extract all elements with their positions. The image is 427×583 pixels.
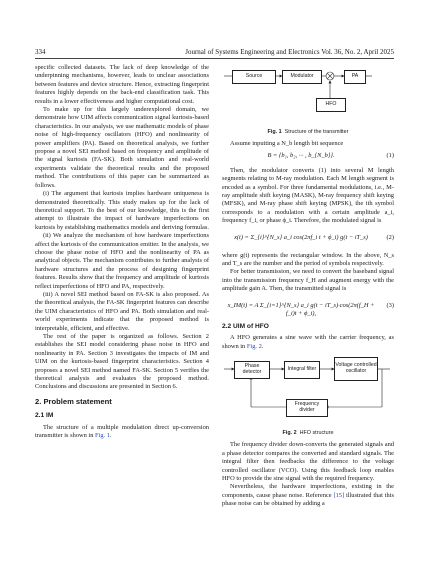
paragraph-end: . [109,432,112,440]
figure-link[interactable]: Fig. 1 [95,432,110,440]
contribution-2: (ii) We analyze the mechanism of how hardware imperfections affect the kurtosis of the communication emitter. In the analysis, we choose the phase noise of HFO and the nonlinearity of PA as analytical objects. The mechanism contributes to further analysis of hardware structures and the process of designing fingerprint features. Results show that the frequency and amplitude of kurtosis reflect imperfections of HFO and PA, respectively. [35,232,209,290]
paragraph: specific collected datasets. The lack of deep knowledge of the underpinning mechanisms, however, leads to unclear associations between features and device structure. Hence, extracting fingerprint features highly depends on the back-end classification task. This results in a lower effectiveness and higher computational cost. [35,64,209,105]
caption-text: HFO structure [299,429,334,436]
source-block: Source [232,70,276,84]
caption-label: Fig. 2 [282,429,297,436]
figure-link[interactable]: Fig. 2 [246,342,262,350]
subsection-heading: 2.2 UIM of HFO [222,322,269,330]
equation-1 [222,152,394,164]
equation-3 [222,297,394,317]
header-rule [35,58,394,59]
right-column [222,64,394,509]
paragraph [222,483,394,508]
paragraph: For better transmission, we need to convert the baseband signal into the transmission frequency f_H and augment energy with the amplitude gain A. Then, the transmitted signal is [222,268,394,293]
paragraph-text: Nevertheless, the hardware imperfections, existing in the components, cause phase noise. Reference [222,483,394,499]
page-number: 334 [35,48,46,56]
hfo-block: HFO [316,98,346,112]
integral-filter-block: Integral filter [284,361,320,379]
paragraph: Assume inputting a N_b length bit sequence [230,140,344,148]
paragraph-text: The structure of a multiple modulation direct up-conversion transmitter is shown in [35,423,209,440]
equation-body: x(t) = Σ_{i}^{N_s} a_i cos(2πf_i t + ϕ_i) g(t − iT_s) [234,233,368,241]
equation-body: B = {b₁, b₂, ··· , b_{N_b}}. [267,151,335,159]
phase-detector-block: Phase detector [234,361,270,379]
vco-block: Voltage controlled oscillator [334,357,378,381]
paper-organization: The rest of the paper is organized as follows. Section 2 establishes the SEI model considering phase noise in HFO and nonlinearity in PA. Section 3 investigates the impacts of IM and UIM on the kurtosis-based fingerprint characteristics. Section 4 proposes a novel SEI method named FA-SK. Section 5 verifies the theoretical analysis and evaluates the proposed method. Conclusions and discussions are presented in Section 6. [35,333,209,391]
reference-link[interactable]: [15] [333,491,345,499]
subsection-heading: 2.1 IM [35,412,54,420]
paragraph: To make up for this largely underexplored domain, we demonstrate how UIM affects communication signal kurtosis-based characteristics. In our analysis, we use mathematic models of phase noise of high-frequency oscillators (HFO) and nonlinearity of power amplifiers (PA). Based on theoretical analysis, we further propose a novel SEI method based on frequency and amplitude of the signal kurtosis (FA-SK). Both simulation and real-world experiments validate the theoretical results and the proposed method. The contributions of this paper can be summarized as follows. [35,106,209,189]
caption-label: Fig. 1 [267,129,282,135]
paragraph-end: illustrated that this phase noise can be obtained by adding a [222,491,394,508]
equation-number: (3) [386,301,394,309]
paragraph [35,424,209,441]
left-column [35,64,209,440]
frequency-divider-block: Frequency divider [286,399,328,417]
contribution-3: (iii) A novel SEI method based on FA-SK is also proposed. As the theoretical analysis, the FA-SK fingerprint features can describe the UIM characteristics of HFO and PA. Both simulation and real-world experiments indicate that the proposed method is interpretable, efficient, and effective. [35,290,209,332]
figure-1 [222,64,394,126]
equation-number: (2) [386,233,394,241]
paragraph: The frequency divider down-converts the generated signals and a phase detector compares the converted and standard signals. The integral filter then feedbacks the difference to the voltage controlled oscillator (VCO). Using this feedback loop enables HFO to provide the sine signal with the required frequency. [222,441,394,482]
figure-2 [222,355,394,427]
paragraph: where g(t) represents the rectangular window. In the above, N_s and T_s are the number and the period of symbols respectively. [222,251,394,268]
paragraph: Then, the modulator converts (1) into several M length segments relating to M-ray modulation. Each M length segment is encoded as a symbol. For three fundamental modulations, i.e., M-ray amplitude shift keying (MASK), M-ray frequency shift keying (MFSK), and M-ray phase shift keying (MPSK), the ith symbol corresponds to a modulation with a certain amplitude a_i, frequency f_i, or phase ϕ_i. Therefore, the modulated signal is [222,166,394,225]
caption-text: Structure of the transmitter [284,129,349,135]
paragraph-text: A HFO generates a sine wave with the carrier frequency, as shown in [222,334,394,350]
equation-number: (1) [386,151,394,159]
figure-2-caption [222,429,394,437]
modulator-block: Modulator [282,70,322,84]
contribution-1: (i) The argument that kurtosis implies hardware uniqueness is demonstrated theoretically. This study makes up for the lack of theoretical support. To the best of our knowledge, this is the first attempt to illustrate the impact of hardware imperfections on kurtosis by establishing mathematics models and deriving formulas. [35,190,209,231]
equation-body: x_IM(t) = A Σ_{i=1}^{N_s} a_i g(t − iT_s)·cos(2π(f_H + f_i)t + ϕ_i), [227,301,375,318]
section-heading: 2. Problem statement [35,396,112,406]
running-header: Journal of Systems Engineering and Electronics Vol. 36, No. 2, April 2025 [185,48,394,56]
paragraph-end: . [261,342,264,350]
figure-1-caption [222,128,394,136]
equation-2 [222,229,394,249]
paragraph [222,334,394,351]
pa-block: PA [344,70,366,84]
